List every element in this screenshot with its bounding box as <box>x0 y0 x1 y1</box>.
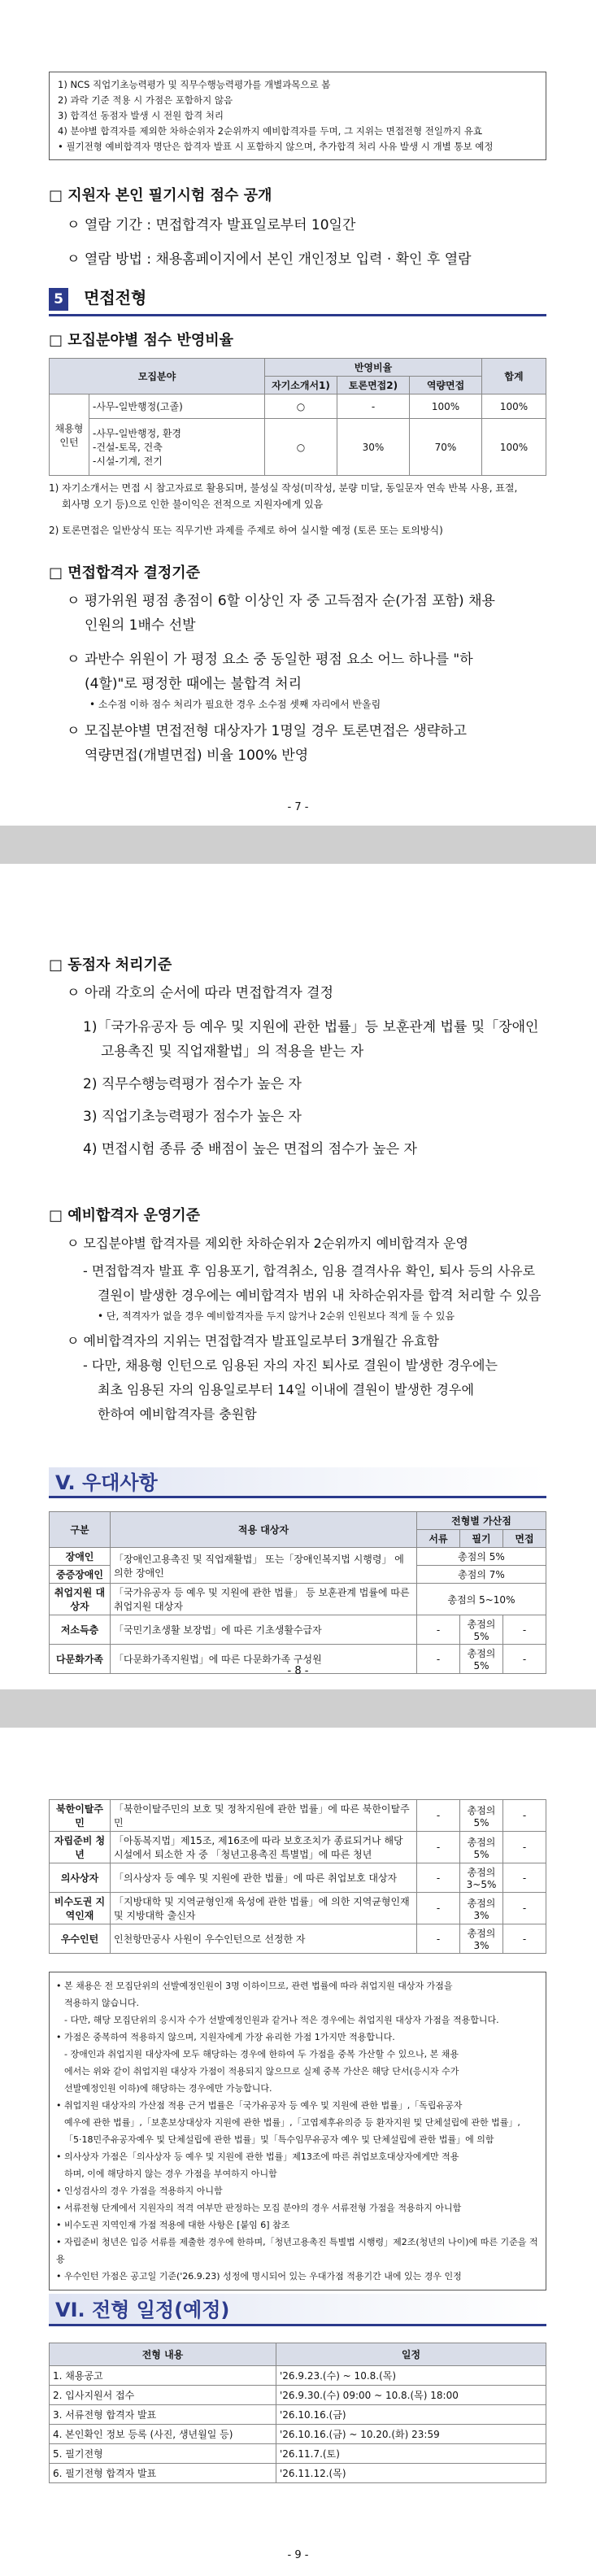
disclosure-method: ㅇ 열람 방법 : 채용홈페이지에서 본인 개인정보 입력 · 확인 후 열람 <box>67 251 472 268</box>
doc-cell: - <box>417 1615 460 1645</box>
doc-cell: - <box>417 1645 460 1674</box>
written-cell: 총점의 3% <box>460 1924 503 1954</box>
schedule-table <box>49 2343 546 2483</box>
table-row <box>50 2366 546 2386</box>
total-cell: 100% <box>482 419 546 476</box>
page-number: - 7 - <box>287 801 309 813</box>
col-target: 적용 대상자 <box>111 1512 417 1548</box>
table-row <box>50 1548 546 1566</box>
reserve-list <box>67 1231 563 1427</box>
item-cell: 2. 입사지원서 접수 <box>50 2386 276 2405</box>
table-row <box>50 1615 546 1645</box>
doc-cell: - <box>417 1893 460 1924</box>
note-line: • 우수인턴 가점은 공고일 기준('26.9.23) 성정에 명시되어 있는 우대가점 적용기간 내에 있는 경우 인정 <box>56 2271 462 2282</box>
note-line: • 인성검사의 경우 가점을 적용하지 아니함 <box>56 2186 223 2196</box>
decision-line: ㅇ 평가위원 평점 총점이 6할 이상인 자 중 고득점자 순(가점 포함) 채용 <box>67 593 495 609</box>
doc-cell: - <box>417 1863 460 1893</box>
date-cell: '26.10.16.(금) ~ 10.20.(화) 23:59 <box>276 2425 546 2444</box>
note-line: 회사명 오기 등)으로 인한 불이익은 전적으로 지원자에게 있음 <box>62 499 324 510</box>
note-line: • 가점은 중복하여 적용하지 않으며, 지원자에게 가장 유리한 가점 1가지만 적용합니다. <box>56 2032 395 2042</box>
written-cell: 총점의 3~5% <box>460 1863 503 1893</box>
target-cell: 「아동복지법」제15조, 제16조에 따라 보호조치가 종료되거나 해당 시설에서 퇴소한 자 중 「청년고용촉진 특별법」에 따른 청년 <box>111 1832 417 1863</box>
target-cell: 「국민기초생활 보장법」에 따른 기초생활수급자 <box>111 1615 417 1645</box>
col-interview: 면접 <box>503 1530 546 1548</box>
heading-decision: □ 면접합격자 결정기준 <box>49 564 201 582</box>
heading-score-disclosure: □ 지원자 본인 필기시험 점수 공개 <box>49 187 272 204</box>
cat-cell: 취업지원 대상자 <box>50 1584 111 1615</box>
heading-tie: □ 동점자 처리기준 <box>49 957 172 974</box>
preference-table <box>49 1511 546 1674</box>
target-cell: 「다문화가족지원법」에 따른 다문화가족 구성원 <box>111 1645 417 1674</box>
preference-table-continued <box>49 1799 546 1954</box>
date-cell: '26.9.30.(수) 09:00 ~ 10.8.(목) 18:00 <box>276 2386 546 2405</box>
item-cell: 3. 서류전형 합격자 발표 <box>50 2405 276 2425</box>
note-line: • 비수도권 지역인재 가점 적용에 대한 사항은 [붙임 6] 참조 <box>56 2220 290 2230</box>
self-cell: ○ <box>265 419 337 476</box>
reserve-line: 결원이 발생한 경우에는 예비합격자 범위 내 차하순위자를 합격 처리할 수 있음 <box>98 1288 542 1303</box>
tie-item: 2) 직무수행능력평가 점수가 높은 자 <box>83 1076 302 1092</box>
note-line: 선발예정인원 이하)에 해당하는 경우에만 가능합니다. <box>64 2083 272 2094</box>
section-banner-schedule <box>49 2294 546 2326</box>
col-ratio: 반영비율 <box>265 359 482 377</box>
intv-cell: - <box>503 1832 546 1863</box>
target-cell: 「의사상자 등 예우 및 지원에 관한 법률」에 따른 취업보호 대상자 <box>111 1863 417 1893</box>
comp-cell: 100% <box>410 394 482 419</box>
debate-cell: - <box>337 394 410 419</box>
page-7 <box>0 0 596 826</box>
col-doc: 서류 <box>417 1530 460 1548</box>
page-9 <box>0 1728 596 2576</box>
page-8 <box>0 864 596 1689</box>
note-line: 4) 분야별 합격자를 제외한 차하순위자 2순위까지 예비합격자를 두며, 그 지위는 면접전형 전일까지 유효 <box>58 125 483 137</box>
col-field: 모집분야 <box>50 359 265 394</box>
field-cell: -사무-일반행정, 환경 -건설-토목, 건축 -시설-기계, 전기 <box>89 419 265 476</box>
col-category: 구분 <box>50 1512 111 1548</box>
note-line: • 자립준비 청년은 입증 서류를 제출한 경우에 한하며,「청년고용촉진 특별법 시행령」제2조(청년의 나이)에 따른 기준을 적용 <box>56 2237 538 2264</box>
decision-line: 인원의 1배수 선발 <box>85 617 196 634</box>
written-cell: 총점의 3% <box>460 1893 503 1924</box>
col-debate: 토론면접2) <box>337 377 410 394</box>
written-cell: 총점의 5% <box>460 1645 503 1674</box>
intv-cell: - <box>503 1863 546 1893</box>
cat-cell: 의사상자 <box>50 1863 111 1893</box>
preference-notes-box <box>49 1972 546 2291</box>
table-row <box>50 1924 546 1954</box>
doc-cell: - <box>417 1832 460 1863</box>
target-cell: 「장애인고용촉진 및 직업재활법」 또는「장애인복지법 시행령」 에 의한 장애인 <box>111 1548 417 1584</box>
banner-title: V. 우대사항 <box>55 1471 158 1494</box>
reserve-line: ㅇ 예비합격자의 지위는 면접합격자 발표일로부터 3개월간 유효함 <box>67 1333 440 1349</box>
ratio-table <box>49 358 546 476</box>
note-line: 2) 과락 기준 적용 시 가점은 포함하지 않음 <box>58 94 233 106</box>
note-line: • 의사상자 가점은「의사상자 등 예우 및 지원에 관한 법률」제13조에 따른 취업보호대상자에게만 적용 <box>56 2151 459 2162</box>
date-cell: '26.10.16.(금) <box>276 2405 546 2425</box>
cat-cell: 자립준비 청년 <box>50 1832 111 1863</box>
bonus-cell: 총점의 7% <box>417 1566 546 1584</box>
field-cell: -사무-일반행정(고졸) <box>89 394 265 419</box>
table-row <box>50 1863 546 1893</box>
tie-item: 고용촉진 및 직업재활법」의 적용을 받는 자 <box>101 1044 364 1060</box>
note-line: 하며, 이에 해당하지 않는 경우 가점을 부여하지 아니함 <box>64 2168 277 2179</box>
total-cell: 100% <box>482 394 546 419</box>
item-cell: 4. 본인확인 정보 등록 (사진, 생년월일 등) <box>50 2425 276 2444</box>
decision-line: 역량면접(개별면접) 비율 100% 반영 <box>85 748 309 764</box>
target-cell: 「북한이탈주민의 보호 및 정착지원에 관한 법률」에 따른 북한이탈주민 <box>111 1800 417 1832</box>
note-line: 3) 합격선 동점자 발생 시 전원 합격 처리 <box>58 110 224 121</box>
cat-cell: 다문화가족 <box>50 1645 111 1674</box>
cat-cell: 장애인 <box>50 1548 111 1566</box>
reserve-line: - 다만, 채용형 인턴으로 임용된 자의 자진 퇴사로 결원이 발생한 경우에는 <box>83 1358 498 1373</box>
section-5-header <box>49 285 546 316</box>
note-line: 「5·18민주유공자예우 및 단체설립에 관한 법률」및「특수임무유공자 예우 및 단체설립에 관한 법률」에 의함 <box>64 2134 494 2145</box>
reserve-line: ㅇ 모집분야별 합격자를 제외한 차하순위자 2순위까지 예비합격자 운영 <box>67 1236 469 1251</box>
table-row <box>50 1893 546 1924</box>
reserve-line: 최초 임용된 자의 임용일로부터 14일 이내에 결원이 발생한 경우에 <box>98 1382 474 1397</box>
item-cell: 5. 필기전형 <box>50 2444 276 2464</box>
decision-note: • 소수점 이하 점수 처리가 필요한 경우 소수점 셋째 자리에서 반올림 <box>89 699 381 710</box>
section-banner-preference <box>49 1467 546 1498</box>
cat-cell: 중증장애인 <box>50 1566 111 1584</box>
col-competency: 역량면접 <box>410 377 482 394</box>
item-cell: 6. 필기전형 합격자 발표 <box>50 2464 276 2483</box>
target-cell: 인천항만공사 사원이 우수인턴으로 선정한 자 <box>111 1924 417 1954</box>
note-line: • 필기전형 예비합격자 명단은 합격자 발표 시 포함하지 않으며, 추가합격 처리 사유 발생 시 개별 통보 예정 <box>58 141 494 152</box>
date-cell: '26.9.23.(수) ~ 10.8.(목) <box>276 2366 546 2386</box>
col-item: 전형 내용 <box>50 2343 276 2366</box>
reserve-line: - 면접합격자 발표 후 임용포기, 합격취소, 임용 결격사유 확인, 퇴사 등의 사유로 <box>83 1263 536 1279</box>
section-title: 면접전형 <box>84 288 147 307</box>
heading-score-ratio: □ 모집분야별 점수 반영비율 <box>49 332 234 349</box>
debate-cell: 30% <box>337 419 410 476</box>
table-row <box>50 2425 546 2444</box>
col-self-intro: 자기소개서1) <box>265 377 337 394</box>
decision-list <box>67 589 555 768</box>
page-number: - 8 - <box>287 1665 309 1677</box>
reserve-line: 한하여 예비합격자를 충원함 <box>98 1406 257 1422</box>
note-line: • 취업지원 대상자의 가산점 적용 근거 법률은「국가유공자 등 예우 및 지원에 관한 법률」,「독립유공자 <box>56 2100 463 2111</box>
note-line: 예우에 관한 법률」,「보훈보상대상자 지원에 관한 법률」,「고엽제후유의증 등 환자지원 및 단체설립에 관한 법률」, <box>64 2117 520 2128</box>
target-cell: 「국가유공자 등 예우 및 지원에 관한 법률」 등 보훈관계 법률에 따른 취업지원 대상자 <box>111 1584 417 1615</box>
cat-cell: 우수인턴 <box>50 1924 111 1954</box>
group-cell: 채용형 인턴 <box>50 394 89 476</box>
written-cell: 총점의 5% <box>460 1615 503 1645</box>
note-line: - 장애인과 취업지원 대상자에 모두 해당하는 경우에 한하여 두 가점을 중복 가산할 수 있으나, 본 채용 <box>64 2049 459 2059</box>
col-bonus: 전형별 가산점 <box>417 1512 546 1530</box>
heading-reserve: □ 예비합격자 운영기준 <box>49 1207 201 1224</box>
note-line: • 본 채용은 전 모집단위의 선발예정인원이 3명 이하이므로, 관련 법률에 따라 취업지원 대상자 가점을 <box>56 1981 453 1991</box>
cat-cell: 북한이탈주민 <box>50 1800 111 1832</box>
item-cell: 1. 채용공고 <box>50 2366 276 2386</box>
selection-notes-box <box>49 72 546 160</box>
intv-cell: - <box>503 1893 546 1924</box>
note-line: - 다만, 해당 모집단위의 응시자 수가 선발예정인원과 같거나 적은 경우에는 취업지원 대상자 가점을 적용합니다. <box>64 2015 499 2025</box>
intv-cell: - <box>503 1615 546 1645</box>
note-line: 2) 토론면접은 일반상식 또는 직무기반 과제를 주제로 하여 실시할 예정 (토론 또는 토의방식) <box>49 525 443 536</box>
tie-item: 4) 면접시험 종류 중 배점이 높은 면접의 점수가 높은 자 <box>83 1141 417 1157</box>
reserve-note: • 단, 적격자가 없을 경우 예비합격자를 두지 않거나 2순위 인원보다 적게 둘 수 있음 <box>98 1310 455 1322</box>
written-cell: 총점의 5% <box>460 1832 503 1863</box>
target-cell: 「지방대학 및 지역균형인재 육성에 관한 법률」에 의한 지역균형인재 및 지방대학 출신자 <box>111 1893 417 1924</box>
cat-cell: 저소득층 <box>50 1615 111 1645</box>
col-total: 합계 <box>482 359 546 394</box>
note-line: 적용하지 않습니다. <box>64 1998 140 2008</box>
section-number: 5 <box>49 288 68 311</box>
intv-cell: - <box>503 1924 546 1954</box>
self-cell: ○ <box>265 394 337 419</box>
table-row <box>50 394 546 419</box>
bonus-cell: 총점의 5% <box>417 1548 546 1566</box>
table-row <box>50 2444 546 2464</box>
tie-item: 3) 직업기초능력평가 점수가 높은 자 <box>83 1109 302 1125</box>
tie-lead: ㅇ 아래 각호의 순서에 따라 면접합격자 결정 <box>67 985 334 1001</box>
note-line: • 서류전형 단계에서 지원자의 적격 여부만 판정하는 모집 분야의 경우 서류전형 가점을 적용하지 아니함 <box>56 2203 462 2213</box>
decision-line: (4할)"로 평정한 때에는 불합격 처리 <box>85 676 302 692</box>
section-divider <box>49 314 546 316</box>
note-line: 1) 자기소개서는 면접 시 참고자료로 활용되며, 불성실 작성(미작성, 분량 미달, 동일문자 연속 반복 사용, 표절, <box>49 482 518 494</box>
comp-cell: 70% <box>410 419 482 476</box>
doc-cell: - <box>417 1800 460 1832</box>
page-number: - 9 - <box>287 2549 309 2561</box>
table-row <box>50 1584 546 1615</box>
doc-cell: - <box>417 1924 460 1954</box>
decision-line: ㅇ 과반수 위원이 가 평정 요소 중 동일한 평점 요소 어느 하나를 "하 <box>67 652 473 668</box>
disclosure-period: ㅇ 열람 기간 : 면접합격자 발표일로부터 10일간 <box>67 217 356 233</box>
intv-cell: - <box>503 1800 546 1832</box>
tie-item: 1)「국가유공자 등 예우 및 지원에 관한 법률」등 보훈관계 법률 및「장애인 <box>83 1019 539 1035</box>
table-row <box>50 1832 546 1863</box>
decision-line: ㅇ 모집분야별 면접전형 대상자가 1명일 경우 토론면접은 생략하고 <box>67 723 468 739</box>
written-cell: 총점의 5% <box>460 1800 503 1832</box>
bonus-cell: 총점의 5~10% <box>417 1584 546 1615</box>
table-row <box>50 1800 546 1832</box>
date-cell: '26.11.7.(토) <box>276 2444 546 2464</box>
table-row <box>50 2386 546 2405</box>
note-line: 에서는 위와 같이 취업지원 대상자 가점이 적용되지 않으므로 실제 중복 가산은 해당 단서(응시자 수가 <box>64 2066 459 2077</box>
table-row <box>50 2405 546 2425</box>
table-row <box>50 419 546 476</box>
tie-list <box>83 1015 555 1162</box>
note-line: 1) NCS 직업기초능력평가 및 직무수행능력평가를 개별과목으로 봄 <box>58 79 331 90</box>
cat-cell: 비수도권 지역인재 <box>50 1893 111 1924</box>
col-date: 일정 <box>276 2343 546 2366</box>
date-cell: '26.11.12.(목) <box>276 2464 546 2483</box>
col-written: 필기 <box>460 1530 503 1548</box>
ratio-notes <box>49 480 553 538</box>
intv-cell: - <box>503 1645 546 1674</box>
table-row <box>50 2464 546 2483</box>
banner-title: VI. 전형 일정(예정) <box>55 2299 230 2321</box>
